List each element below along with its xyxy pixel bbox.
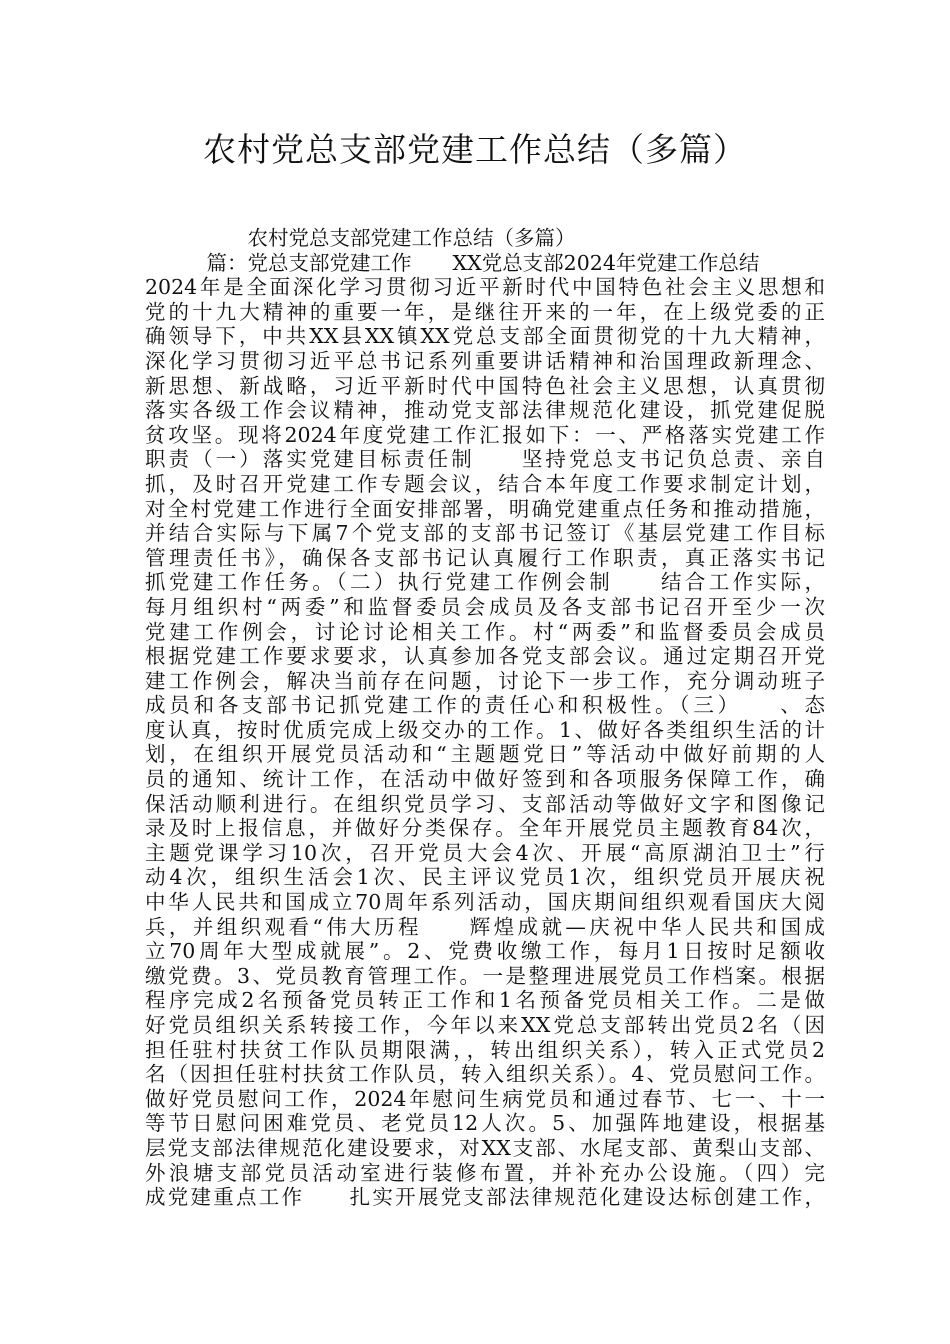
body-line: 担任驻村扶贫工作队员期限满，，转出组织关系），转入正式党员2 (145, 1037, 825, 1062)
body-line: 保活动顺利进行。在组织党员学习、支部活动等做好文字和图像记 (145, 791, 825, 816)
body-line: 确领导下，中共XX县XX镇XX党总支部全面贯彻党的十九大精神， (145, 324, 825, 349)
document-title: 农村党总支部党建工作总结（多篇） (203, 130, 747, 169)
body-line: 成员和各支部书记抓党建工作的责任心和积极性。（三） 、态 (145, 693, 825, 718)
body-line: 程序完成2名预备党员转正工作和1名预备党员相关工作。二是做 (145, 988, 825, 1013)
body-line: 度认真，按时优质完成上级交办的工作。1、做好各类组织生活的计 (145, 717, 825, 742)
body-line: 成党建重点工作 扎实开展党支部法律规范化建设达标创建工作， (145, 1185, 825, 1210)
body-line: 主题党课学习10次，召开党员大会4次、开展“高原湖泊卫士”行 (145, 840, 825, 865)
body-line: 贫攻坚。现将2024年度党建工作汇报如下：一、严格落实党建工作 (145, 422, 825, 447)
body-line: 新思想、新战略，习近平新时代中国特色社会主义思想，认真贯彻 (145, 373, 825, 398)
body-line: 每月组织村“两委”和监督委员会成员及各支部书记召开至少一次 (145, 594, 825, 619)
body-line: 对全村党建工作进行全面安排部署，明确党建重点任务和推动措施， (145, 496, 825, 521)
body-line: 层党支部法律规范化建设要求，对XX支部、水尾支部、黄梨山支部、 (145, 1135, 825, 1160)
body-line: 职责（一）落实党建目标责任制 坚持党总支书记负总责、亲自 (145, 447, 825, 472)
body-line: 管理责任书》，确保各支部书记认真履行工作职责，真正落实书记 (145, 545, 825, 570)
body-line: 深化学习贯彻习近平总书记系列重要讲话精神和治国理政新理念、 (145, 348, 825, 373)
body-line: 兵，并组织观看“伟大历程 辉煌成就—庆祝中华人民共和国成 (145, 914, 825, 939)
body-line: 名（因担任驻村扶贫工作队员，转入组织关系）。4、党员慰问工作。 (145, 1062, 825, 1087)
body-line: 根据党建工作要求要求，认真参加各党支部会议。通过定期召开党 (145, 644, 825, 669)
body-line: 2024年是全面深化学习贯彻习近平新时代中国特色社会主义思想和 (145, 275, 825, 300)
body-line: 等节日慰问困难党员、老党员12人次。5、加强阵地建设，根据基 (145, 1111, 825, 1136)
body-line: 中华人民共和国成立70周年系列活动，国庆期间组织观看国庆大阅 (145, 890, 825, 915)
body-line: 缴党费。3、党员教育管理工作。一是整理进展党员工作档案。根据 (145, 963, 825, 988)
body-line: 抓党建工作任务。（二）执行党建工作例会制 结合工作实际， (145, 570, 825, 595)
body-line: 篇：党总支部党建工作 XX党总支部2024年党建工作总结 (145, 250, 760, 275)
body-line: 动4次，组织生活会1次、民主评议党员1次，组织党员开展庆祝 (145, 865, 825, 890)
body-line: 录及时上报信息，并做好分类保存。全年开展党员主题教育84次， (145, 816, 825, 841)
body-line: 员的通知、统计工作，在活动中做好签到和各项服务保障工作，确 (145, 767, 825, 792)
body-line: 立70周年大型成就展”。2、党费收缴工作，每月1日按时足额收 (145, 939, 825, 964)
body-line: 做好党员慰问工作，2024年慰问生病党员和通过春节、七一、十一 (145, 1086, 825, 1111)
body-line: 外浪塘支部党员活动室进行装修布置，并补充办公设施。（四）完 (145, 1160, 825, 1185)
body-line: 落实各级工作会议精神，推动党支部法律规范化建设，抓党建促脱 (145, 398, 825, 423)
body-line: 建工作例会，解决当前存在问题，讨论下一步工作，充分调动班子 (145, 668, 825, 693)
body-line: 党建工作例会，讨论讨论相关工作。村“两委”和监督委员会成员 (145, 619, 825, 644)
body-line: 农村党总支部党建工作总结（多篇） (145, 226, 576, 250)
body-line: 党的十九大精神的重要一年，是继往开来的一年，在上级党委的正 (145, 299, 825, 324)
body-line: 划，在组织开展党员活动和“主题题党日”等活动中做好前期的人 (145, 742, 825, 767)
document-body (145, 226, 825, 1210)
body-line: 好党员组织关系转接工作，今年以来XX党总支部转出党员2名（因 (145, 1013, 825, 1037)
body-line: 并结合实际与下属7个党支部的支部书记签订《基层党建工作目标 (145, 521, 825, 546)
body-line: 抓，及时召开党建工作专题会议，结合本年度工作要求制定计划， (145, 471, 825, 496)
